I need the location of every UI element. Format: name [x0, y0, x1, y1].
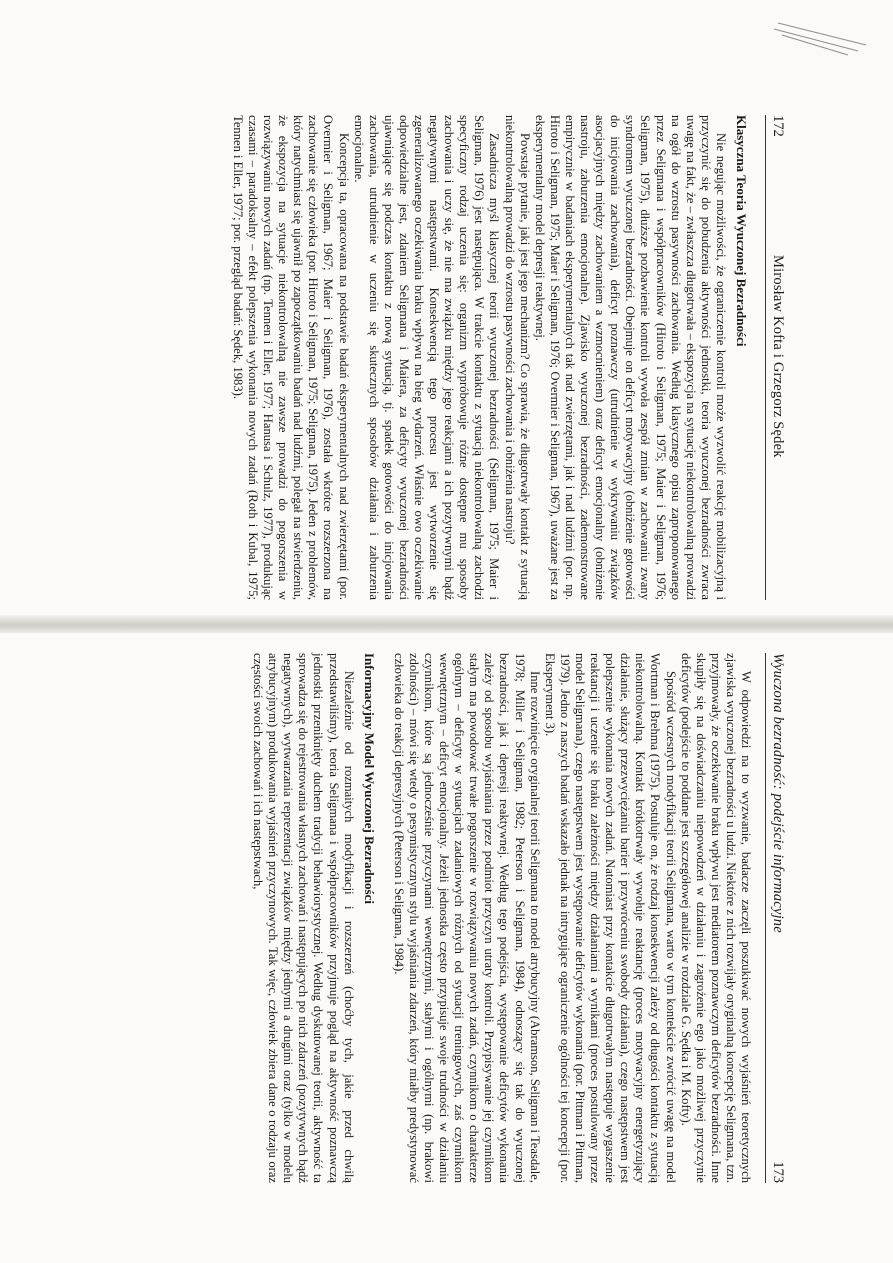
right-running-head: Wyuczona bezradność: podejście informacyjne [770, 653, 786, 933]
left-page [0, 0, 893, 620]
paragraph: Inne rozwinięcie oryginalnej teorii Seligmana to model atrybucyjny (Abramson, Seligman i Teasdale, 1978; Miller i Seligman, 1982; Peterson i Seligman, 1984), odnoszący się tak do wyuczonej bezradności, jak i depresji reaktywnej. Według tego podejścia, występowanie deficytów wykonania zależy od sposobu wyjaśniania przez podmiot przyczyn utraty kontroli. Przypisywanie jej czynnikom stałym ma powodować trwałe pogorszenie w rozwiązywaniu nowych zadań, czynnikom o charakterze ogólnym – deficyty w sytuacjach zadaniowych różnych od sytuacji treningowych, zaś czynnikom wewnętrznym – deficyt emocjonalny. Jeżeli jednostka często przypisuje swoje trudności w działaniu czynnikom, które są jednocześnie przyczynami wewnętrznymi, stałymi i ogólnymi (np. brakowi zdolności) – mówi się wtedy o pesymistycznym stylu wyjaśniania zdarzeń, który miałby predystynować człowieka do reakcji depresyjnych (Peterson i Seligman, 1984). [391, 653, 542, 1183]
left-text-column [230, 115, 753, 600]
section-heading-informational-model: Informacyjny Model Wyuczonej Bezradności [361, 653, 377, 904]
left-page-header [765, 115, 793, 600]
right-page-header [765, 653, 793, 1183]
section-heading-classic-theory: Klasyczna Teoria Wyuczonej Bezradności [734, 115, 749, 347]
paragraph: Spośród wczesnych modyfikacji teorii Seligmana, warto w tym kontekście zwrócić uwagę na model Wortman i Brehma (1975). Postuluje on, że rodzaj konsekwencji zależy od długości kontaktu z sytuacją niekontrolowalną. Kontakt krótkotrwały wywołuje reaktancję (proces motywacyjny energetyzujący działanie, służący przezwyciężaniu barier i przywróceniu swobody działania), czego następstwem jest polepszenie wykonania nowych zadań. Natomiast przy kontakcie długotrwałym następuje wygaszenie reaktancji i uczenie się braku zależności między działaniami a wynikami (proces postulowany przez model Seligmana), czego następstwem jest występowanie deficytów wykonania (por. Pittman i Pittman, 1979). Jedno z naszych badań wskazało jednak na intrygujące ograniczenie ogólności tej koncepcji (por. Eksperyment 3). [542, 653, 678, 1183]
paragraph: Nie negując możliwości, że ograniczenie kontroli może wyzwolić reakcję mobilizacyjną i przyczynić się do pobudzenia aktywności jednostki, teoria wyuczonej bezradności zwraca uwagę na fakt, że – zwłaszcza długotrwała – ekspozycja na sytuację niekontrolowalną prowadzi na ogół do wzrostu pasywności zachowania. Według klasycznego opisu zaproponowanego przez Seligmana i współpracowników (Hiroto i Seligman, 1975; Maier i Seligman, 1976; Seligman, 1975), dłuższe pozbawienie kontroli wywoła zespół zmian w zachowaniu zwany syndromem wyuczonej bezradności. Obejmuje on deficyt motywacyjny (obniżenie gotowości do inicjowania zachowania), deficyt poznawczy (utrudnienie w wykrywaniu związków asocjacyjnych między zachowaniem a wzmocnieniem) oraz deficyt emocjonalny (obniżenie nastroju, zaburzenia emocjonalne). Zjawisko wyuczonej bezradności, zademonstrowane empirycznie w badaniach eksperymentalnych tak nad zwierzętami, jak i nad ludźmi (por. np. Hiroto i Seligman, 1975; Maier i Seligman, 1976; Overmier i Seligman, 1967), uważane jest za eksperymentalny model depresji reaktywnej. [532, 115, 728, 600]
left-running-head: Mirosław Kofta i Grzegorz Sędek [770, 255, 786, 458]
paragraph: W odpowiedzi na to wyzwanie, badacze zaczęli poszukiwać nowych wyjaśnień teoretycznych zjawiska wyuczonej bezradności u ludzi. Niektóre z nich rozwijały oryginalną koncepcję Seligmana, tzn. przyjmowały, że oczekiwanie braku wpływu jest mediatorem poznawczym deficytów bezradności. Inne skupiły się na doświadczaniu niepowodzeń w działaniu i zagrożenie ego jako możliwej przyczynie deficytów (podejście to poddane jest szczegółowej analizie w rozdziale G. Sędka i M. Kofty). [678, 653, 753, 1183]
right-text-column [250, 653, 753, 1183]
right-page-number: 173 [770, 1161, 786, 1183]
left-page-number: 172 [770, 115, 786, 137]
right-page [0, 628, 893, 1263]
paragraph: Koncepcja ta, opracowana na podstawie badań eksperymentalnych nad zwierzętami (por. Overmier i Seligman, 1967; Maier i Seligman, 1976), została wkrótce rozszerzona na zachowanie się człowieka (por. Hiroto i Seligman, 1975; Seligman, 1975). Jeden z problemów, który natychmiast się ujawnił po zapoczątkowaniu badań nad ludźmi, polegał na stwierdzeniu, że ekspozycja na sytuacje niekontrolowalną nie zawsze prowadzi do pogorszenia w rozwiązywaniu nowych zadań (np. Tennen i Eller, 1977; Hanusa i Schulz, 1977), produkując czasami – paradoksalny – efekt polepszenia wykonania nowych zadań (Roth i Kubal, 1975; Tennen i Eller, 1977; por. przegląd badań: Sędek, 1983). [230, 115, 351, 600]
paragraph: Powstaje pytanie, jaki jest jego mechanizm? Co sprawia, że długotrwały kontakt z sytuacją niekontrolowalną prowadzi do wzrostu pasywności zachowania i obniżenia nastroju? [502, 115, 532, 600]
paragraph: Zasadnicza myśl klasycznej teorii wyuczonej bezradności (Seligman, 1975; Maier i Seligman, 1976) jest następująca. W trakcie kontaktu z sytuacją niekontrolowalną zachodzi specyficzny rodzaj uczenia się: organizm wypróbowuje różne dostępne mu sposoby zachowania i uczy się, że nie ma związku między jego reakcjami a ich pozytywnymi bądź negatywnymi następstwami. Konsekwencją tego procesu jest wytworzenie się zgeneralizowanego oczekiwania braku wpływu na bieg wydarzeń. Właśnie owo oczekiwanie odpowiedzialne jest, zdaniem Seligmana i Maiera, za deficyty wyuczonej bezradności ujawniające się podczas kontaktu z nową sytuacją, tj. spadek gotowości do inicjowania zachowania, utrudnienie w uczeniu się skutecznych sposobów działania i zaburzenia emocjonalne. [351, 115, 502, 600]
paragraph: Niezależnie od rozmaitych modyfikacji i rozszerzeń (choćby tych, jakie przed chwilą przedstawiliśmy), teoria Seligmana i współpracowników przyjmuje pogląd na aktywność poznawczą jednostki przeniknięty duchem tradycji behawiorystycznej. Według dyskutowanej teorii, aktywność ta sprowadza się do rejestrowania własnych zachowań i następujących po nich zdarzeń (pozytywnych bądź negatywnych), wytwarzania reprezentacji związków między jednymi a drugimi oraz (tylko w modelu atrybucyjnym) produkowania wyjaśnień przyczynowych. Tak więc, człowiek zbiera dane o rodzaju oraz częstości swoich zachowań i ich następstwach, [251, 653, 356, 1183]
